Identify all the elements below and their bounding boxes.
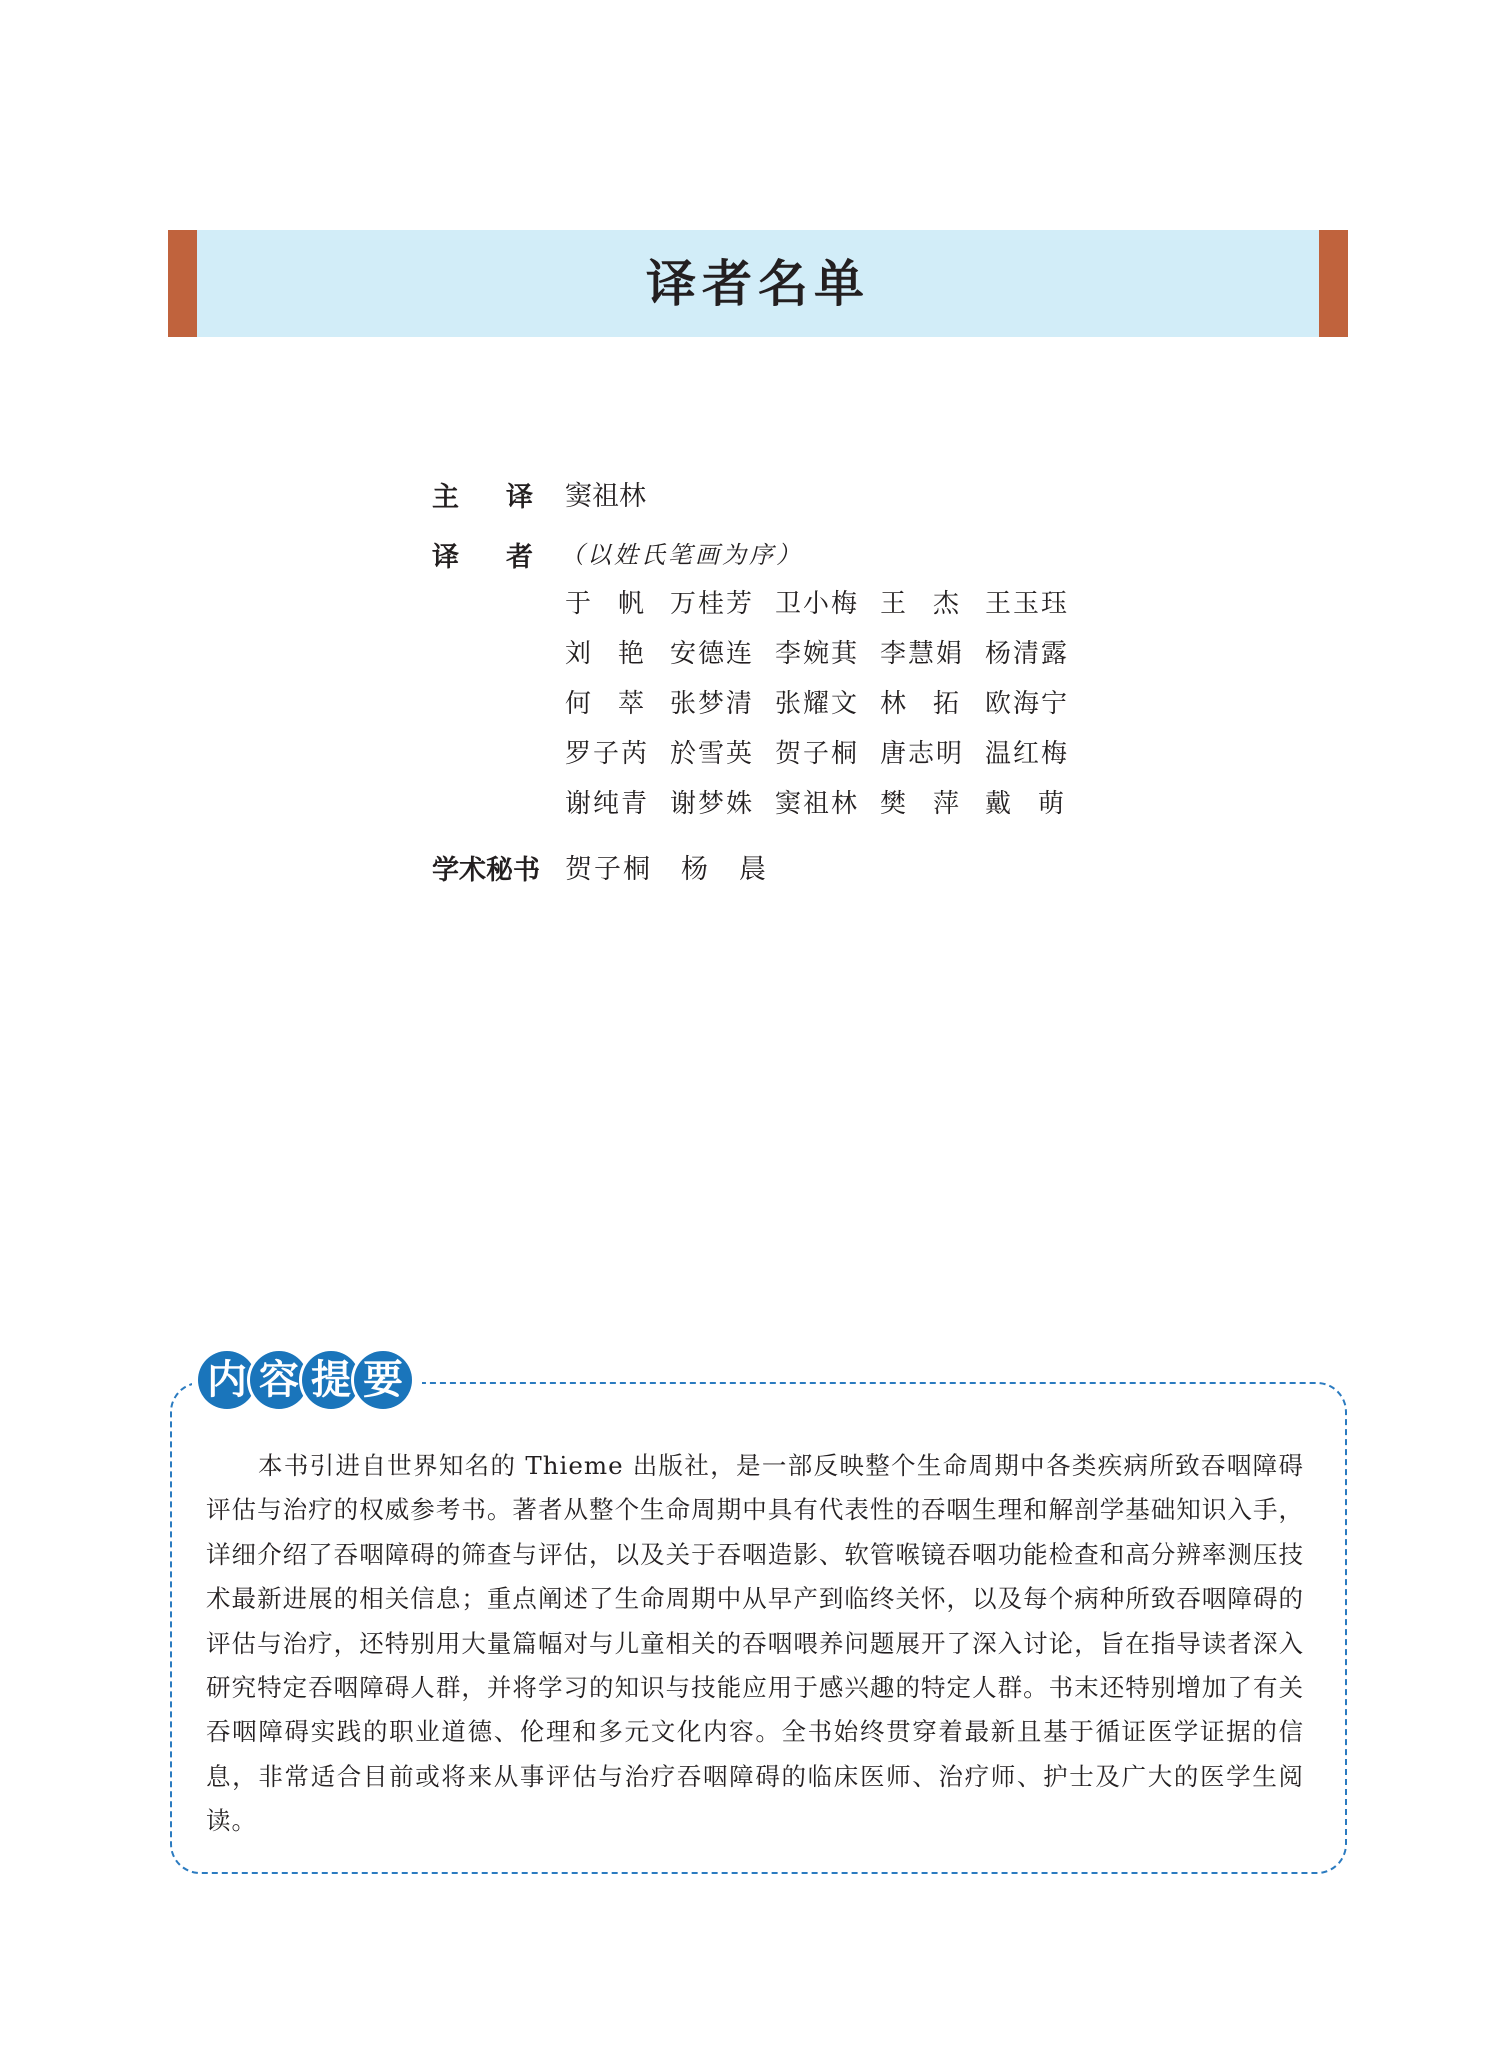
summary-heading-char-1: 内 <box>198 1351 256 1409</box>
translator-name: 王杰 <box>880 589 987 619</box>
translator-name: 刘艳 <box>565 639 672 669</box>
translator-name: 窦祖林 <box>775 789 860 819</box>
chief-label-char-1: 主 <box>432 482 459 513</box>
summary-heading-char-4: 要 <box>354 1351 412 1409</box>
translator-name: 於雪英 <box>670 739 755 769</box>
summary-paragraph: 本书引进自世界知名的 Thieme 出版社，是一部反映整个生命周期中各类疾病所致吞咽障碍评估与治疗的权威参考书。著者从整个生命周期中具有代表性的吞咽生理和解剖学基础知识入手，详细介绍了吞咽障碍的筛查与评估，以及关于吞咽造影、软管喉镜吞咽功能检查和高分辨率测压技术最新进展的相关信息；重点阐述了生命周期中从早产到临终关怀，以及每个病种所致吞咽障碍的评估与治疗，还特别用大量篇幅对与儿童相关的吞咽喂养问题展开了深入讨论，旨在指导读者深入研究特定吞咽障碍人群，并将学习的知识与技能应用于感兴趣的特定人群。书末还特别增加了有关吞咽障碍实践的职业道德、伦理和多元文化内容。全书始终贯穿着最新且基于循证医学证据的信息，非常适合目前或将来从事评估与治疗吞咽障碍的临床医师、治疗师、护士及广大的医学生阅读。 <box>206 1451 1304 1836</box>
translator-name: 戴萌 <box>985 789 1092 819</box>
translator-row <box>565 683 1085 733</box>
page-title: 译者名单 <box>646 254 870 313</box>
chief-label-char-2: 译 <box>506 482 533 513</box>
translator-name: 何萃 <box>565 689 672 719</box>
translators-label-char-1: 译 <box>432 542 459 573</box>
translator-name-grid <box>565 583 1092 833</box>
translator-row <box>565 633 1085 683</box>
translator-row <box>565 783 1092 833</box>
translator-name: 安德连 <box>670 639 755 669</box>
translators-order-note: （以姓氏笔画为序） <box>560 541 803 569</box>
translator-name: 李慧娟 <box>880 639 965 669</box>
summary-heading <box>198 1349 406 1411</box>
translator-name: 罗子芮 <box>565 739 650 769</box>
translator-name: 王玉珏 <box>985 589 1070 619</box>
chief-translator-label <box>432 475 533 514</box>
secretary-names: 贺子桐 杨 晨 <box>565 854 768 885</box>
translator-name: 万桂芳 <box>670 589 755 619</box>
translator-name: 谢纯青 <box>565 789 650 819</box>
summary-heading-char-2: 容 <box>250 1351 308 1409</box>
translator-name: 唐志明 <box>880 739 965 769</box>
title-accent-right <box>1319 230 1348 337</box>
translator-name: 温红梅 <box>985 739 1070 769</box>
translator-row <box>565 583 1085 633</box>
secretary-label: 学术秘书 <box>432 855 540 886</box>
translator-name: 于帆 <box>565 589 672 619</box>
translator-row <box>565 733 1085 783</box>
translator-name: 卫小梅 <box>775 589 860 619</box>
chief-translator-name: 窦祖林 <box>565 481 646 512</box>
translator-name: 张梦清 <box>670 689 755 719</box>
translator-name: 张耀文 <box>775 689 860 719</box>
translators-label-char-2: 者 <box>506 542 533 573</box>
translator-name: 樊萍 <box>880 789 987 819</box>
translator-name: 欧海宁 <box>985 689 1070 719</box>
translator-name: 杨清露 <box>985 639 1070 669</box>
translator-name: 谢梦姝 <box>670 789 755 819</box>
title-banner <box>168 230 1348 337</box>
summary-body <box>206 1444 1304 1844</box>
summary-heading-char-3: 提 <box>302 1351 360 1409</box>
translators-label <box>432 535 533 574</box>
translator-name: 李婉萁 <box>775 639 860 669</box>
translator-name: 贺子桐 <box>775 739 860 769</box>
translator-name: 林拓 <box>880 689 987 719</box>
